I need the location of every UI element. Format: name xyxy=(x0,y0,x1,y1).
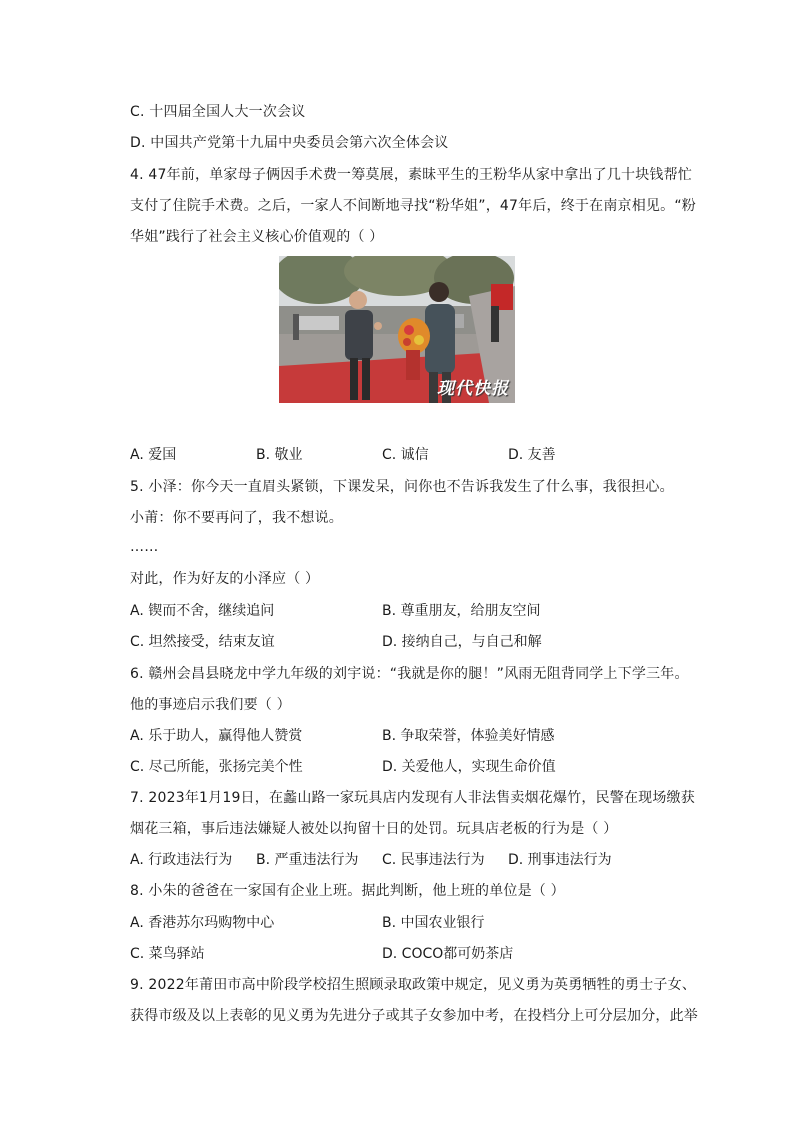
q8-option-d: D. COCO都可奶茶店 xyxy=(382,946,514,962)
q8-option-b: B. 中国农业银行 xyxy=(382,915,485,931)
q6-stem-line2: 他的事迹启示我们要（ ） xyxy=(130,697,291,713)
q8-option-a: A. 香港苏尔玛购物中心 xyxy=(130,915,275,931)
q5-stem-line4: 对此，作为好友的小泽应（ ） xyxy=(130,571,320,587)
q4-option-b: B. 敬业 xyxy=(256,447,303,463)
q8-option-c: C. 菜鸟驿站 xyxy=(130,946,205,962)
q5-option-a: A. 锲而不舍，继续追问 xyxy=(130,603,275,619)
q7-option-a: A. 行政违法行为 xyxy=(130,852,233,868)
q5-option-d: D. 接纳自己，与自己和解 xyxy=(382,634,542,650)
q6-option-d: D. 关爱他人，实现生命价值 xyxy=(382,759,556,775)
news-photo xyxy=(279,256,515,403)
q5-stem-line1: 5. 小泽：你今天一直眉头紧锁，下课发呆，问你也不告诉我发生了什么事，我很担心。 xyxy=(130,479,674,495)
q6-option-c: C. 尽己所能，张扬完美个性 xyxy=(130,759,303,775)
q7-option-c: C. 民事违法行为 xyxy=(382,852,485,868)
q9-stem-line2: 获得市级及以上表彰的见义勇为先进分子或其子女参加中考，在投档分上可分层加分，此举 xyxy=(130,1008,698,1024)
q4-stem-line1: 4. 47年前，单家母子俩因手术费一筹莫展，素昧平生的王粉华从家中拿出了几十块钱帮忙 xyxy=(130,167,693,183)
q7-stem-line1: 7. 2023年1月19日，在蠡山路一家玩具店内发现有人非法售卖烟花爆竹，民警在现场缴获 xyxy=(130,790,695,806)
q7-stem-line2: 烟花三箱，事后违法嫌疑人被处以拘留十日的处罚。玩具店老板的行为是（ ） xyxy=(130,821,618,837)
q5-stem-line3: …… xyxy=(130,539,159,555)
q3-option-d: D. 中国共产党第十九届中央委员会第六次全体会议 xyxy=(130,135,449,151)
q4-option-d: D. 友善 xyxy=(508,447,556,463)
q9-stem-line1: 9. 2022年莆田市高中阶段学校招生照顾录取政策中规定，见义勇为英勇牺牲的勇士子女、 xyxy=(130,977,697,993)
q4-stem-line2: 支付了住院手术费。之后，一家人不间断地寻找“粉华姐”，47年后，终于在南京相见。“粉 xyxy=(130,198,696,214)
watermark-logo: 现代快报 xyxy=(437,379,509,399)
q5-stem-line2: 小莆：你不要再问了，我不想说。 xyxy=(130,510,343,526)
q5-option-c: C. 坦然接受，结束友谊 xyxy=(130,634,275,650)
q6-option-a: A. 乐于助人，赢得他人赞赏 xyxy=(130,728,303,744)
q4-option-c: C. 诚信 xyxy=(382,447,429,463)
q4-stem-line3: 华姐”践行了社会主义核心价值观的（ ） xyxy=(130,229,384,245)
q7-option-b: B. 严重违法行为 xyxy=(256,852,359,868)
q6-option-b: B. 争取荣誉，体验美好情感 xyxy=(382,728,555,744)
q6-stem-line1: 6. 赣州会昌县晓龙中学九年级的刘宇说：“我就是你的腿！”风雨无阻背同学上下学三年。 xyxy=(130,666,689,682)
q8-stem-line1: 8. 小朱的爸爸在一家国有企业上班。据此判断，他上班的单位是（ ） xyxy=(130,883,565,899)
q7-option-d: D. 刑事违法行为 xyxy=(508,852,612,868)
q5-option-b: B. 尊重朋友，给朋友空间 xyxy=(382,603,541,619)
q4-option-a: A. 爱国 xyxy=(130,447,177,463)
q3-option-c: C. 十四届全国人大一次会议 xyxy=(130,104,306,120)
